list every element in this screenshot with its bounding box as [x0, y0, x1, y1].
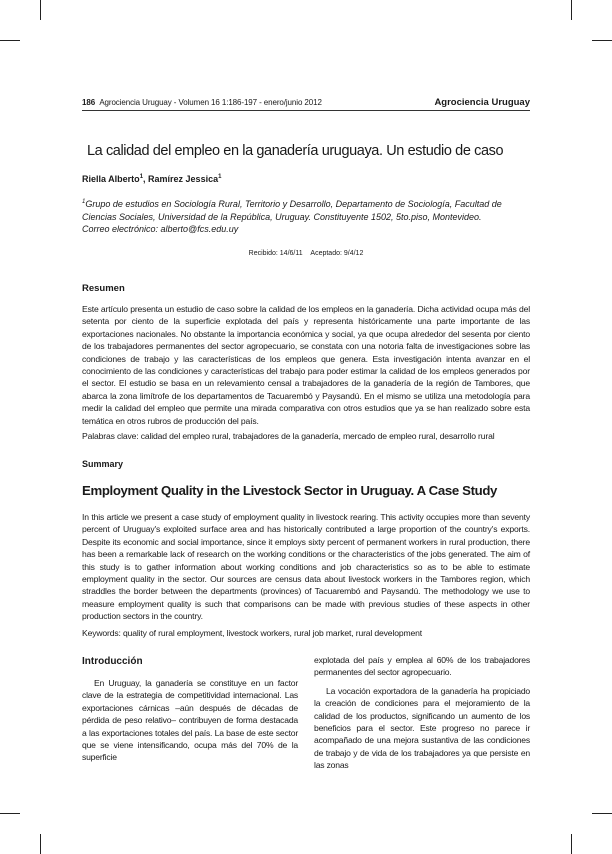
resumen-heading: Resumen	[82, 283, 125, 294]
crop-mark	[40, 0, 41, 20]
intro-column-right	[314, 654, 530, 772]
affiliation	[82, 198, 532, 236]
crop-mark	[592, 813, 612, 814]
crop-mark	[571, 0, 572, 20]
article-dates	[0, 250, 612, 257]
affiliation-text: Grupo de estudios en Sociología Rural, Territorio y Desarrollo, Departamento de Sociología, Facultad de Ciencias Sociales, Universidad de la República, Uruguay. Constituyente 1502, 5to.piso, Montevideo.	[82, 199, 502, 222]
resumen-text: Este artículo presenta un estudio de caso sobre la calidad de los empleos en la ganadería. Dicha actividad ocupa más del setenta por ciento de la superficie explotada del país y representa históricamente una parte importante de las exportaciones nacionales. No obstante la importancia económica y social, ya que ocupa alrededor del sesenta por ciento de los trabajadores permanentes del sector agropecuario, se constata con una notoria falta de investigaciones sobre las condiciones de trabajo y las características de los empleos que genera. Esta investigación intenta avanzar en el conocimiento de las condiciones y características del trabajo para poder estimar la calidad de los empleos generados por el sector. El estudio se basa en un relevamiento censal a trabajadores de la ganadería de la región de Tambores, que abarca la zona limítrofe de los departamentos de Tacuarembó y Paysandú. En el mismo se utiliza una metodología para medir la calidad del empleo que permite una mirada comparativa con otros estudios que ya se han realizado sobre esta temática en otros rubros de producción del país.	[82, 304, 530, 426]
crop-mark	[40, 834, 41, 854]
intro-paragraph: explotada del país y emplea al 60% de los trabajadores permanentes del sector agropecuario.	[314, 655, 530, 678]
author-superscript: 1	[139, 174, 144, 180]
email: Correo electrónico: alberto@fcs.edu.uy	[82, 224, 239, 234]
journal-name: Agrociencia Uruguay	[434, 97, 530, 108]
article-title: La calidad del empleo en la ganadería uruguaya. Un estudio de caso	[87, 143, 504, 159]
running-header	[82, 98, 322, 107]
authors	[82, 174, 221, 184]
summary-text: In this article we present a case study of employment quality in livestock rearing. This activity occupies more than seventy percent of Uruguay's exploited surface area and has historically contributed a large proportion of the country's exports. Despite its economic and social importance, since it employs sixty percent of permanent workers in rural production, there has been a remarkable lack of research on the working conditions or the characteristics of the jobs generated. The aim of this study is to gather information about working conditions and job characteristics so as to be able to estimate employment quality in the sector. Our sources are census data about livestock workers in the Tambores region, which straddles the border between the departments (provinces) of Tacuarembó and Paysandú. The methodology we use to measure employment quality is such that comparisons can be made with previous studies of these aspects in other production sectors in the country.	[82, 512, 530, 622]
resumen-keywords: Palabras clave: calidad del empleo rural, trabajadores de la ganadería, mercado de empleo rural, desarrollo rural	[82, 431, 495, 441]
author-superscript: 1	[218, 174, 222, 180]
journal-line: Agrociencia Uruguay - Volumen 16 1:186-197 - enero/junio 2012	[99, 98, 322, 107]
summary-keywords: Keywords: quality of rural employment, livestock workers, rural job market, rural development	[82, 628, 422, 638]
crop-mark	[0, 40, 20, 41]
crop-mark	[0, 813, 20, 814]
affiliation-superscript: 1	[82, 199, 86, 205]
accepted-date: Aceptado: 9/4/12	[310, 250, 364, 257]
header-rule	[82, 110, 530, 111]
crop-mark	[592, 40, 612, 41]
crop-mark	[571, 834, 572, 854]
intro-heading: Introducción	[82, 656, 143, 667]
intro-paragraph: En Uruguay, la ganadería se constituye en un factor clave de la estrategia de competitividad internacional. Las exportaciones cárnicas –aún después de décadas de pérdida de peso relativo– contribuyen de forma destacada a las exportaciones totales del país. La base de este sector que se viene intensificando, ocupa más del 70% de la superficie	[82, 678, 298, 763]
page-number: 186	[82, 98, 96, 107]
intro-column-left	[82, 677, 298, 764]
summary-title: Employment Quality in the Livestock Sector in Uruguay. A Case Study	[82, 483, 498, 498]
summary-heading: Summary	[82, 459, 124, 469]
received-date: Recibido: 14/6/11	[248, 250, 303, 257]
author-name: , Ramírez Jessica	[143, 174, 219, 184]
intro-paragraph: La vocación exportadora de la ganadería ha propiciado la creación de condiciones para el mejoramiento de la calidad de los productos, significando un aumento de los beneficios para el sector. Este progreso no parece ir acompañado de una mejora sustantiva de las condiciones de trabajo y de vida de los trabajadores ya que persiste en las zonas	[314, 685, 530, 771]
author-name: Riella Alberto	[82, 174, 140, 184]
